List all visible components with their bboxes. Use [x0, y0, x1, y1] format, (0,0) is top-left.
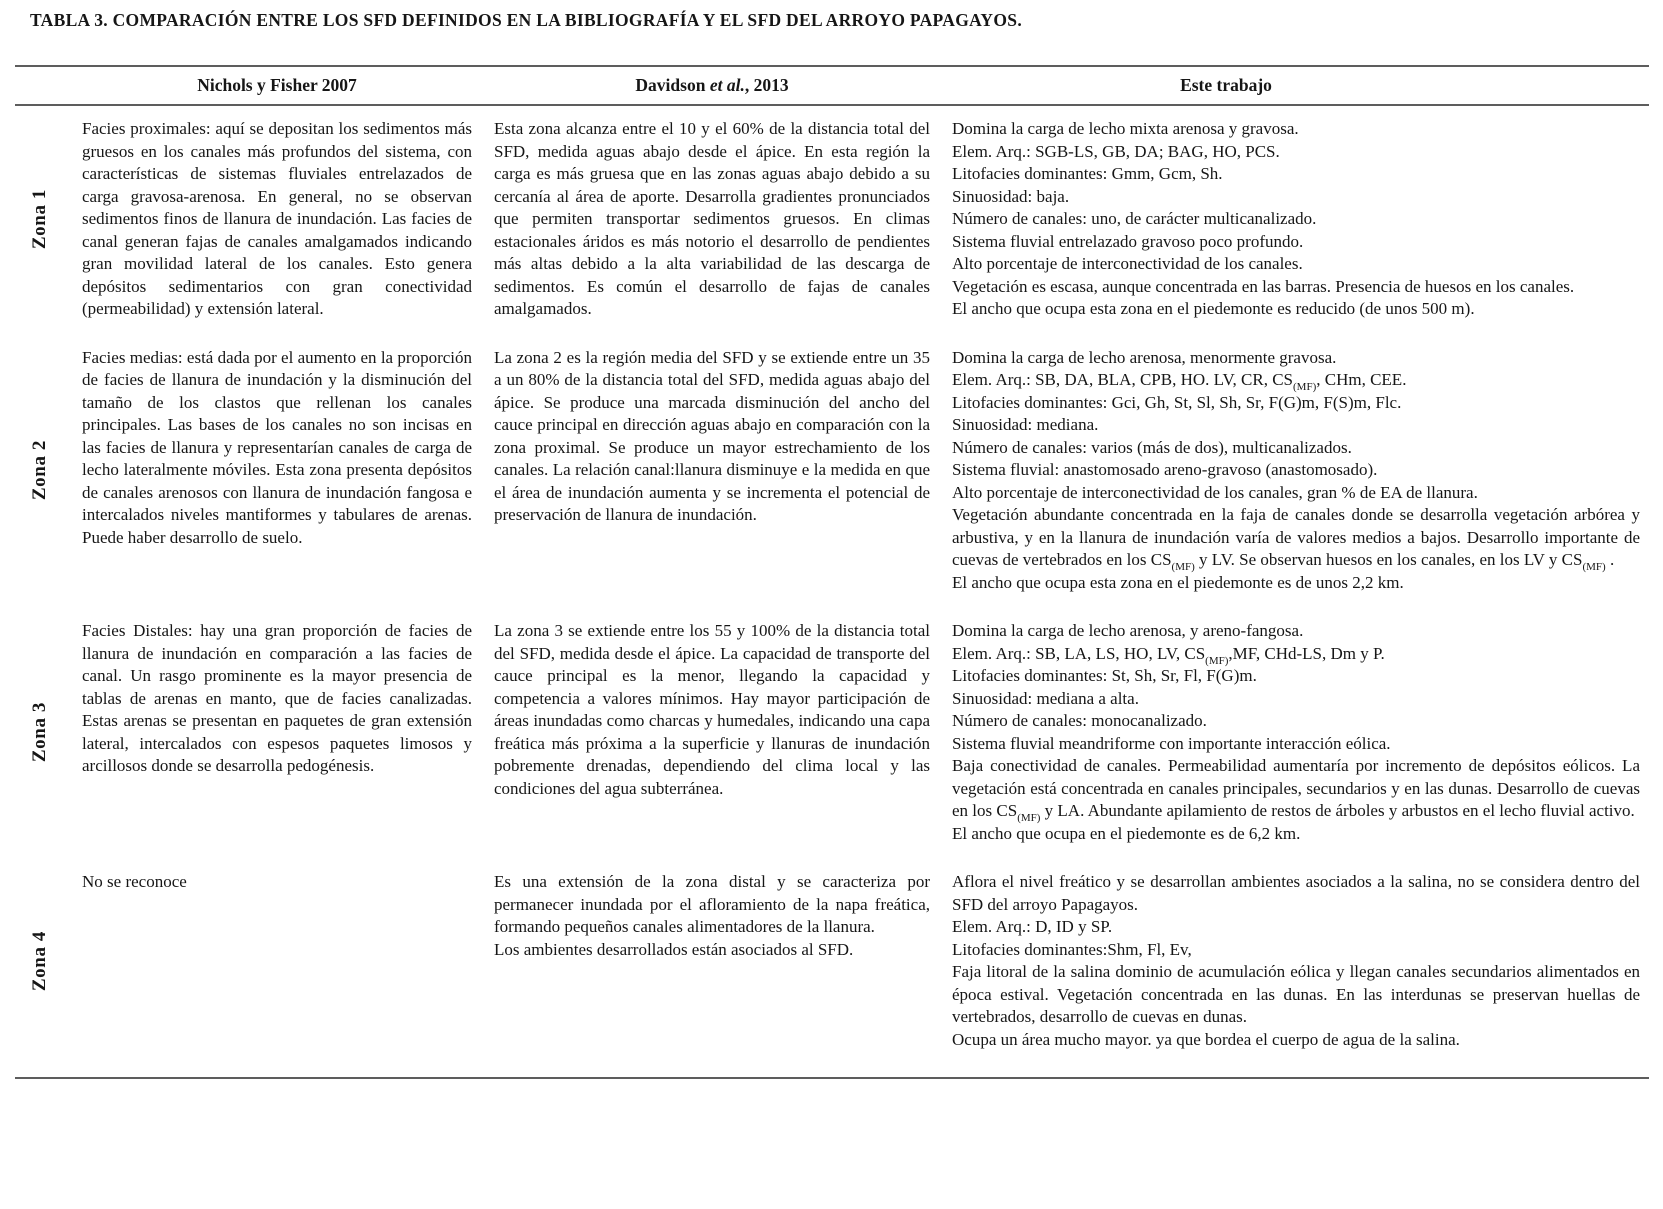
paragraph: La zona 3 se extiende entre los 55 y 100% de la distancia total del SFD, medida desde el ápice. La capacidad de transporte del cauce principal es la menor, llegando la capacidad y competencia a valores mínimos. Hay mayor participación de áreas inundadas como charcas y humedales, indicando una capa freática más próxima a la superficie y llanuras de inundación pobremente drenadas, dependiendo del clima local y las condiciones del agua subterránea. [494, 621, 930, 798]
table-row [20, 347, 1663, 595]
paragraph: Sistema fluvial entrelazado gravoso poco profundo. [952, 231, 1304, 251]
paragraph: Esta zona alcanza entre el 10 y el 60% de la distancia total del SFD, medida aguas abajo desde el ápice. En esta región la carga es más gruesa que en las zonas aguas abajo debido a su cercanía al área de aporte. Desarrolla gradientes pronunciados que permiten transportar sedimentos gruesos. En climas estacionales áridos es más notorio el desarrollo de pendientes más altas debido a la alta variabilidad de las descarga de sedimentos. Es común el desarrollo de fajas de canales amalgamados. [494, 119, 930, 318]
paragraph: Baja conectividad de canales. Permeabilidad aumentaría por incremento de depósitos eólicos. La vegetación está concentrada en canales principales, secundarios y en las dunas. Desarrollo de cuevas en los $CS_{(MF)}$ y LA. Abundante apilamiento de restos de árboles y arbustos en el lecho fluvial activo. [952, 756, 1640, 824]
paragraph: El ancho que ocupa en el piedemonte es de 6,2 km. [952, 823, 1301, 843]
paragraph: Sinuosidad: mediana. [952, 415, 1099, 434]
paragraph: Número de canales: varios (más de dos), multicanalizados. [952, 437, 1352, 457]
table-row [20, 871, 1663, 1051]
cell-nichols-fisher [82, 118, 472, 321]
paragraph: Sinuosidad: baja. [952, 186, 1070, 206]
cell-este-trabajo [952, 871, 1640, 1051]
paragraph: Elem. Arq.: SGB-LS, GB, DA; BAG, HO, PCS. [952, 141, 1280, 161]
cell-davidson [494, 620, 930, 845]
paragraph: Facies proximales: aquí se depositan los sedimentos más gruesos en los canales más profundos del sistema, con características de sistemas fluviales entrelazados de carga gravosa-arenosa. En general, no se observan sedimentos finos de llanura de inundación. Las facies de canal generan fajas de canales amalgamados indicando gran movilidad lateral de los canales. Esto genera depósitos sedimentarios con gran conectividad (permeabilidad) y extensión lateral. [82, 119, 472, 318]
paper-table-page [0, 10, 1663, 1079]
table-body [0, 106, 1663, 1051]
paragraph: Facies Distales: hay una gran proporción de facies de llanura de inundación en comparación a las facies de canal. Un rasgo prominente es la mayor presencia de tablas de arenas en manto, que de facies canalizadas. Estas arenas se presentan en paquetes de gran extensión lateral, intercalados con espesos paquetes limosos y arcillosos donde se desarrolla pedogénesis. [82, 621, 472, 775]
zone-label: Zona 2 [29, 440, 50, 501]
cell-davidson [494, 871, 930, 1051]
table-row [20, 118, 1663, 321]
paragraph: Litofacies dominantes: Gci, Gh, St, Sl, Sh, Sr, F(G)m, F(S)m, Flc. [952, 392, 1402, 412]
table-title: TABLA 3. COMPARACIÓN ENTRE LOS SFD DEFINIDOS EN LA BIBLIOGRAFÍA Y EL SFD DEL ARROYO PAPAGAYOS. [30, 10, 1022, 30]
paragraph: Litofacies dominantes:Shm, Fl, Ev, [952, 939, 1192, 959]
column-header-davidson: Davidson et al., 2013 [635, 75, 789, 95]
paragraph: Número de canales: monocanalizado. [952, 711, 1207, 730]
paragraph: El ancho que ocupa esta zona en el piedemonte es de unos 2,2 km. [952, 572, 1404, 592]
zone-label: Zona 3 [29, 702, 50, 763]
paragraph: Alto porcentaje de interconectividad de los canales, gran % de EA de llanura. [952, 482, 1478, 502]
column-header-este-trabajo: Este trabajo [1180, 75, 1272, 95]
cell-davidson [494, 347, 930, 595]
cell-este-trabajo [952, 118, 1640, 321]
table-row [20, 620, 1663, 845]
paragraph: Elem. Arq.: D, ID y SP. [952, 917, 1113, 936]
paragraph: Litofacies dominantes: Gmm, Gcm, Sh. [952, 164, 1223, 183]
cell-nichols-fisher [82, 347, 472, 595]
paragraph: Elem. Arq.: SB, DA, BLA, CPB, HO. LV, CR, $CS_{(MF)}$, CHm, CEE. [952, 370, 1407, 393]
paragraph: Vegetación abundante concentrada en la faja de canales donde se desarrolla vegetación arbórea y arbustiva, y en la llanura de inundación varía de valores medios a bajos. Desarrollo importante de cuevas de vertebrados en los $CS_{(MF)}$ y LV. Se observan huesos en los canales, en los LV y $CS_{(MF)}$ . [952, 505, 1640, 573]
zone-label: Zona 4 [29, 930, 50, 992]
bottom-rule [15, 1077, 1649, 1079]
cell-este-trabajo [952, 347, 1640, 595]
paragraph: Sistema fluvial: anastomosado areno-gravoso (anastomosado). [952, 460, 1378, 479]
paragraph: Alto porcentaje de interconectividad de los canales. [952, 254, 1303, 273]
cell-este-trabajo [952, 620, 1640, 845]
paragraph: Domina la carga de lecho arenosa, y areno-fangosa. [952, 621, 1304, 640]
paragraph: Faja litoral de la salina dominio de acumulación eólica y llegan canales secundarios alimentados en época estival. Vegetación concentrada en las dunas. En las interdunas se preservan huellas de vertebrados, desarrollo de cuevas en dunas. [952, 962, 1640, 1026]
column-header-nichols-fisher: Nichols y Fisher 2007 [197, 75, 357, 95]
zone-label: Zona 1 [29, 189, 50, 250]
paragraph: El ancho que ocupa esta zona en el piedemonte es reducido (de unos 500 m). [952, 299, 1475, 318]
cell-davidson [494, 118, 930, 321]
cell-nichols-fisher [82, 871, 472, 1051]
paragraph: Domina la carga de lecho arenosa, menormente gravosa. [952, 347, 1337, 367]
cell-nichols-fisher [82, 620, 472, 845]
paragraph: Litofacies dominantes: St, Sh, Sr, Fl, F(G)m. [952, 666, 1257, 685]
paragraph: Elem. Arq.: SB, LA, LS, HO, LV, $CS_{(MF)},MF$, CHd-LS, Dm y P. [952, 643, 1385, 667]
paragraph: Sinuosidad: mediana a alta. [952, 688, 1139, 708]
paragraph: Facies medias: está dada por el aumento en la proporción de facies de llanura de inundación y la disminución del tamaño de los clastos que rellenan los canales principales. Las bases de los canales no son incisas en las facies de llanura y representarían canales de carga de lecho lateralmente móviles. Esta zona presenta depósitos de canales arenosos con llanura de inundación fangosa e intercalados niveles mantiformes y tabulares de arenas. Puede haber desarrollo de suelo. [82, 347, 472, 547]
paragraph: Sistema fluvial meandriforme con importante interacción eólica. [952, 733, 1391, 753]
paragraph: Aflora el nivel freático y se desarrollan ambientes asociados a la salina, no se considera dentro del SFD del arroyo Papagayos. [952, 872, 1640, 914]
paragraph: Vegetación es escasa, aunque concentrada en las barras. Presencia de huesos en los canales. [952, 276, 1575, 296]
paragraph: No se reconoce [82, 872, 187, 891]
paragraph: Los ambientes desarrollados están asociados al SFD. [494, 939, 854, 959]
header-row [0, 67, 1663, 104]
paragraph: Ocupa un área mucho mayor. ya que bordea el cuerpo de agua de la salina. [952, 1029, 1460, 1049]
paragraph: Número de canales: uno, de carácter multicanalizado. [952, 209, 1317, 228]
paragraph: Es una extensión de la zona distal y se caracteriza por permanecer inundada por el afloramiento de la napa freática, formando pequeños canales alimentadores de la llanura. [494, 872, 930, 936]
paragraph: La zona 2 es la región media del SFD y se extiende entre un 35 a un 80% de la distancia total del SFD, medida aguas abajo del ápice. Se produce una marcada disminución del ancho del cauce principal en dirección aguas abajo en comparación con la zona proximal. Se produce un mayor estrechamiento de los canales. La relación canal:llanura disminuye e la medida en que el área de inundación aumenta y se incrementa el potencial de preservación de llanura de inundación. [494, 347, 930, 524]
paragraph: Domina la carga de lecho mixta arenosa y gravosa. [952, 119, 1299, 138]
